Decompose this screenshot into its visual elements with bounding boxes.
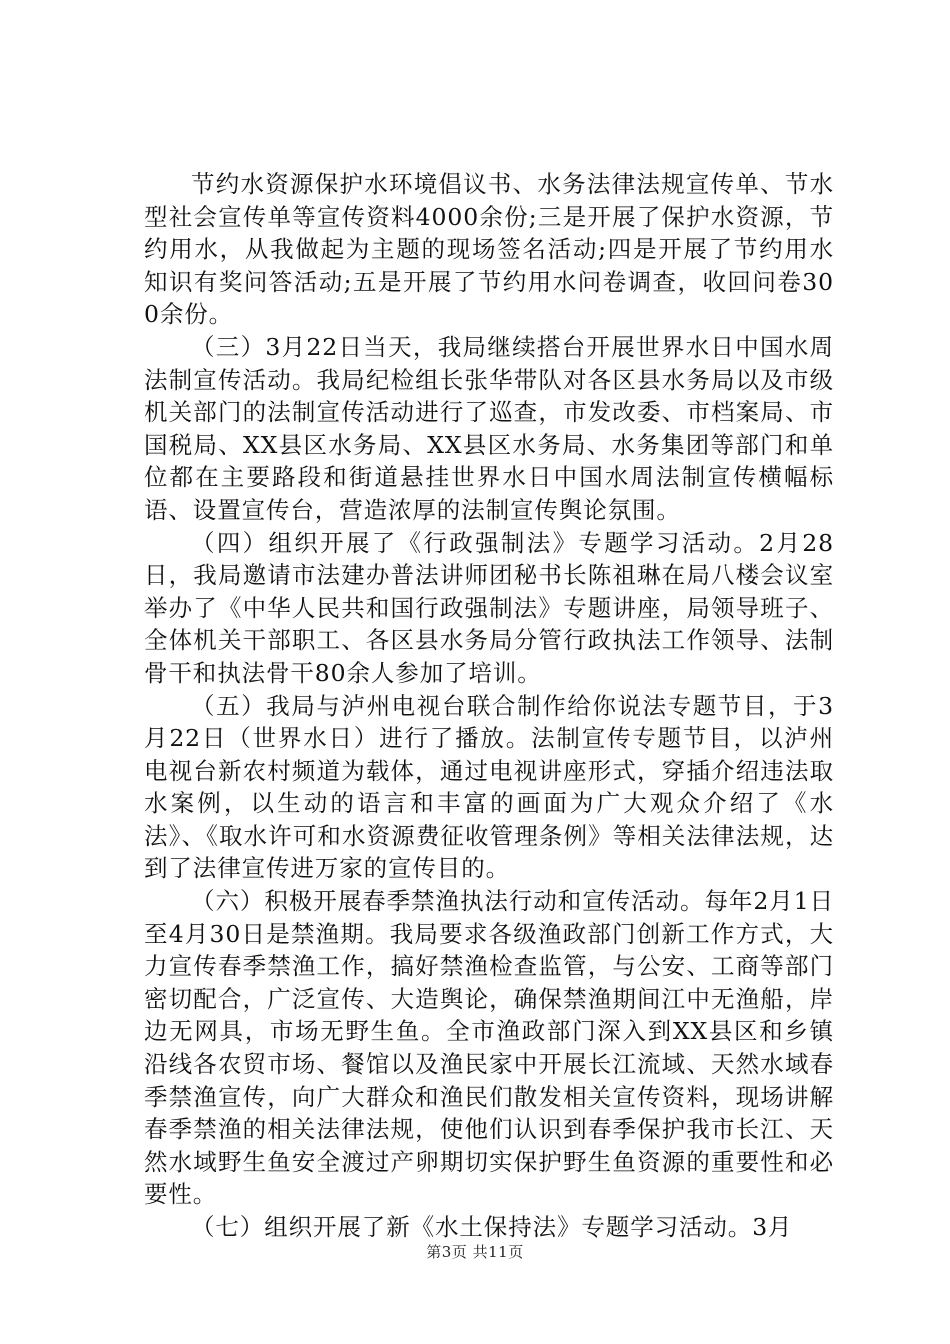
paragraph-water-resource-materials: 节约水资源保护水环境倡议书、水务法律法规宣传单、节水型社会宣传单等宣传资料4000余份;三是开展了保护水资源，节约用水，从我做起为主题的现场签名活动;四是开展了节约用水知识有奖问答活动;五是开展了节约用水问卷调查，收回问卷300余份。: [144, 170, 834, 329]
paragraph-spring-fishing-ban: （六）积极开展春季禁渔执法行动和宣传活动。每年2月1日至4月30日是禁渔期。我局要求各级渔政部门创新工作方式，大力宣传春季禁渔工作，搞好禁渔检查监管，与公安、工商等部门密切配合，广泛宣传、大造舆论，确保禁渔期间江中无渔船，岸边无网具，市场无野生鱼。全市渔政部门深入到XX县区和乡镇沿线各农贸市场、餐馆以及渔民家中开展长江流域、天然水域春季禁渔宣传，向广大群众和渔民们散发相关宣传资料，现场讲解春季禁渔的相关法律法规，使他们认识到春季保护我市长江、天然水域野生鱼安全渡过产卵期切实保护野生鱼资源的重要性和必要性。: [144, 887, 834, 1209]
page-number-footer: 第3页 共11页: [426, 1243, 524, 1261]
paragraph-soil-water-conservation-law: （七）组织开展了新《水土保持法》专题学习活动。3月: [191, 1213, 793, 1241]
paragraph-world-water-day: （三）3月22日当天，我局继续搭台开展世界水日中国水周法制宣传活动。我局纪检组长张华带队对各区县水务局以及市级机关部门的法制宣传活动进行了巡查，市发改委、市档案局、市国税局、XX县区水务局、XX县区水务局、水务集团等部门和单位都在主要路段和街道悬挂世界水日中国水周法制宣传横幅标语、设置宣传台，营造浓厚的法制宣传舆论氛围。: [144, 332, 834, 524]
document-body: [144, 168, 834, 1244]
paragraph-administrative-compulsion-law: （四）组织开展了《行政强制法》专题学习活动。2月28日，我局邀请市法建办普法讲师团秘书长陈祖琳在局八楼会议室举办了《中华人民共和国行政强制法》专题讲座，局领导班子、全体机关干部职工、各区县水务局分管行政执法工作领导、法制骨干和执法骨干80余人参加了培训。: [144, 528, 834, 687]
paragraph-tv-program: （五）我局与泸州电视台联合制作给你说法专题节目，于3月22日（世界水日）进行了播放。法制宣传专题节目，以泸州电视台新农村频道为载体，通过电视讲座形式，穿插介绍违法取水案例，以生动的语言和丰富的画面为广大观众介绍了《水法》、《取水许可和水资源费征收管理条例》等相关法律法规，达到了法律宣传进万家的宣传目的。: [144, 691, 834, 883]
